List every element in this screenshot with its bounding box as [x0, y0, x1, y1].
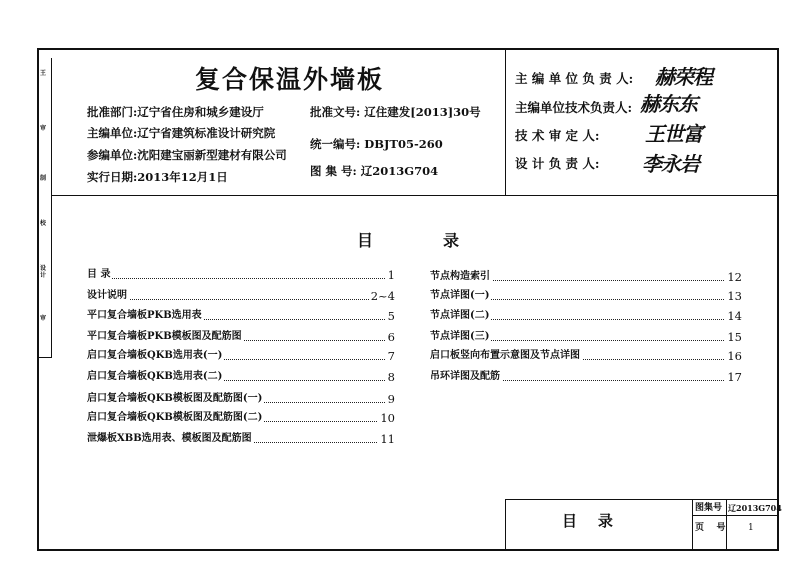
title-block-atlas-label: 图集号	[695, 503, 723, 513]
toc-item-label: 泄爆板XBB选用表、模板图及配筋图	[87, 433, 252, 444]
header-bottom-line	[52, 195, 779, 196]
toc-item-page: 12	[727, 270, 742, 284]
title-block-divider	[692, 515, 779, 516]
approval-doc: 批准文号: 辽住建发[2013]30号	[310, 105, 481, 119]
toc-item[interactable]	[87, 330, 395, 344]
toc-item-page: 10	[380, 411, 395, 425]
toc-item[interactable]	[430, 330, 742, 344]
signature-label: 主编单位技术负责人:	[515, 100, 633, 115]
toc-item-page: 7	[387, 349, 395, 363]
toc-item[interactable]	[87, 370, 395, 384]
signature-label: 主 编 单 位 负 责 人:	[515, 71, 634, 86]
toc-item[interactable]	[87, 392, 395, 406]
toc-item-label: 节点详图(二)	[430, 310, 490, 321]
toc-item[interactable]	[430, 270, 742, 284]
toc-item[interactable]	[430, 309, 742, 323]
signature-label: 设 计 负 责 人:	[515, 156, 600, 171]
toc-item[interactable]	[87, 268, 395, 282]
toc-item-label: 启口复合墙板QKB选用表(二)	[87, 371, 223, 382]
signature-label: 技 术 审 定 人:	[515, 128, 600, 143]
title-block-page-value: 1	[748, 523, 754, 533]
toc-heading-right: 录	[443, 231, 460, 250]
toc-item-page: 13	[727, 289, 742, 303]
co-editor-unit: 参编单位:沈阳建宝丽新型建材有限公司	[87, 148, 287, 162]
toc-item-label: 启口复合墙板QKB模板图及配筋图(一)	[87, 393, 263, 404]
toc-item-label: 节点构造索引	[430, 271, 490, 282]
approval-dept: 批准部门:辽宁省住房和城乡建设厅	[87, 105, 264, 119]
toc-item-page: 14	[727, 309, 742, 323]
toc-heading-left: 目	[357, 231, 374, 250]
toc-item[interactable]	[430, 370, 742, 384]
sidebar-label: 审	[39, 315, 46, 322]
toc-item-page: 15	[727, 330, 742, 344]
toc-item-page: 17	[727, 370, 742, 384]
signature: 李永岩	[642, 152, 699, 176]
toc-item-label: 平口复合墙板PKB模板图及配筋图	[87, 331, 242, 342]
effective-date: 实行日期:2013年12月1日	[87, 170, 228, 184]
toc-item[interactable]	[87, 289, 395, 303]
editor-unit: 主编单位:辽宁省建筑标准设计研究院	[87, 126, 276, 140]
toc-item[interactable]	[87, 432, 395, 446]
toc-item-page: 2~4	[370, 289, 395, 303]
toc-item-page: 5	[387, 309, 395, 323]
sidebar-label: 审	[39, 125, 46, 132]
toc-item-page: 9	[387, 392, 395, 406]
sidebar-label: 制	[39, 175, 46, 182]
toc-item-page: 11	[380, 432, 395, 446]
toc-item-label: 吊环详图及配筋	[430, 371, 500, 382]
title-block-divider	[726, 499, 727, 551]
atlas-no: 图 集 号: 辽2013G704	[310, 164, 439, 178]
signature: 赫荣程	[655, 65, 712, 89]
page-title: 复合保温外墙板	[195, 65, 385, 94]
title-block-name: 目 录	[562, 512, 613, 530]
toc-item-label: 启口复合墙板QKB选用表(一)	[87, 350, 223, 361]
toc-item[interactable]	[87, 411, 395, 425]
toc-item-page: 6	[387, 330, 395, 344]
toc-item-label: 设计说明	[87, 290, 127, 301]
toc-item-label: 节点详图(三)	[430, 331, 490, 342]
toc-item-page: 16	[727, 349, 742, 363]
sidebar-strip	[37, 58, 52, 358]
signature: 赫东东	[640, 92, 697, 116]
unified-no: 统一编号: DBJT05-260	[310, 137, 443, 151]
sidebar-label: 校	[39, 220, 46, 227]
toc-item[interactable]	[87, 349, 395, 363]
toc-item-label: 平口复合墙板PKB选用表	[87, 310, 202, 321]
toc-item-label: 目 录	[87, 269, 111, 280]
signature: 王世富	[645, 122, 702, 146]
sidebar-label: 设计	[39, 265, 46, 279]
toc-item[interactable]	[430, 349, 742, 363]
title-block-divider	[692, 499, 693, 551]
toc-item-label: 启口板竖向布置示意图及节点详图	[430, 350, 580, 361]
title-block-atlas-value: 辽2013G704	[728, 503, 782, 513]
toc-item[interactable]	[430, 289, 742, 303]
toc-item-label: 节点详图(一)	[430, 290, 490, 301]
header-divider	[505, 49, 506, 195]
toc-item-label: 启口复合墙板QKB模板图及配筋图(二)	[87, 412, 263, 423]
toc-item-page: 1	[387, 268, 395, 282]
title-block-page-label: 页 号	[695, 523, 726, 533]
toc-item-page: 8	[387, 370, 395, 384]
toc-item[interactable]	[87, 309, 395, 323]
sidebar-label: 王	[39, 70, 46, 77]
